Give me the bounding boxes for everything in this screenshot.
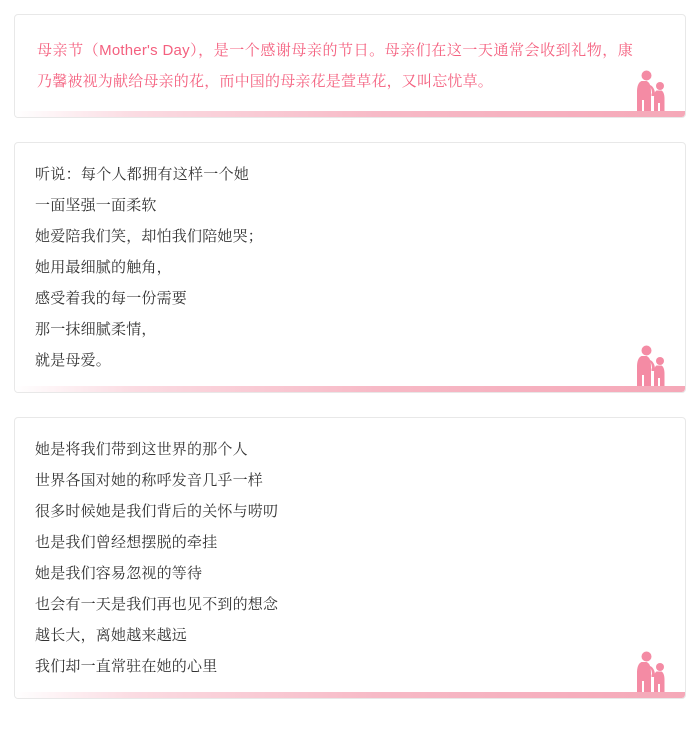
poem-line: 也会有一天是我们再也见不到的想念 — [35, 596, 279, 613]
poem-line: 就是母爱。 — [35, 352, 112, 369]
poem-card-1 — [14, 142, 686, 393]
poem-card-1-body — [15, 143, 685, 386]
poem-card-2-body — [15, 418, 685, 692]
poem-line-list — [35, 159, 665, 376]
poem-card-2-footer — [15, 692, 685, 698]
intro-paragraph: 母亲节（Mother's Day），是一个感谢母亲的节日。母亲们在这一天通常会收到礼物，康乃馨被视为献给母亲的花，而中国的母亲花是萱草花，又叫忘忧草。 — [37, 42, 633, 90]
poem-line: 听说：每个人都拥有这样一个她 — [35, 166, 250, 183]
intro-card-footer — [15, 111, 685, 117]
poem-line: 世界各国对她的称呼发音几乎一样 — [35, 472, 264, 489]
poem-line: 一面坚强一面柔软 — [35, 197, 157, 214]
poem-card-1-footer — [15, 386, 685, 392]
poem-card-2 — [14, 417, 686, 699]
poem-line: 也是我们曾经想摆脱的牵挂 — [35, 534, 218, 551]
gradient-bar — [15, 386, 685, 392]
intro-card-body — [15, 15, 685, 111]
gradient-bar — [15, 692, 685, 698]
poem-line: 很多时候她是我们背后的关怀与唠叨 — [35, 503, 279, 520]
poem-line: 她是我们容易忽视的等待 — [35, 565, 203, 582]
poem-line: 她用最细腻的触角， — [35, 259, 172, 276]
poem-line: 她是将我们带到这世界的那个人 — [35, 441, 248, 458]
intro-card — [14, 14, 686, 118]
gradient-bar — [15, 111, 685, 117]
poem-line-list — [35, 434, 665, 682]
poem-line: 那一抹细腻柔情， — [35, 321, 157, 338]
poem-line: 越长大，离她越来越远 — [35, 627, 188, 644]
poem-line: 她爱陪我们笑，却怕我们陪她哭； — [35, 228, 264, 245]
poem-line: 感受着我的每一份需要 — [35, 290, 188, 307]
poem-line: 我们却一直常驻在她的心里 — [35, 658, 218, 675]
